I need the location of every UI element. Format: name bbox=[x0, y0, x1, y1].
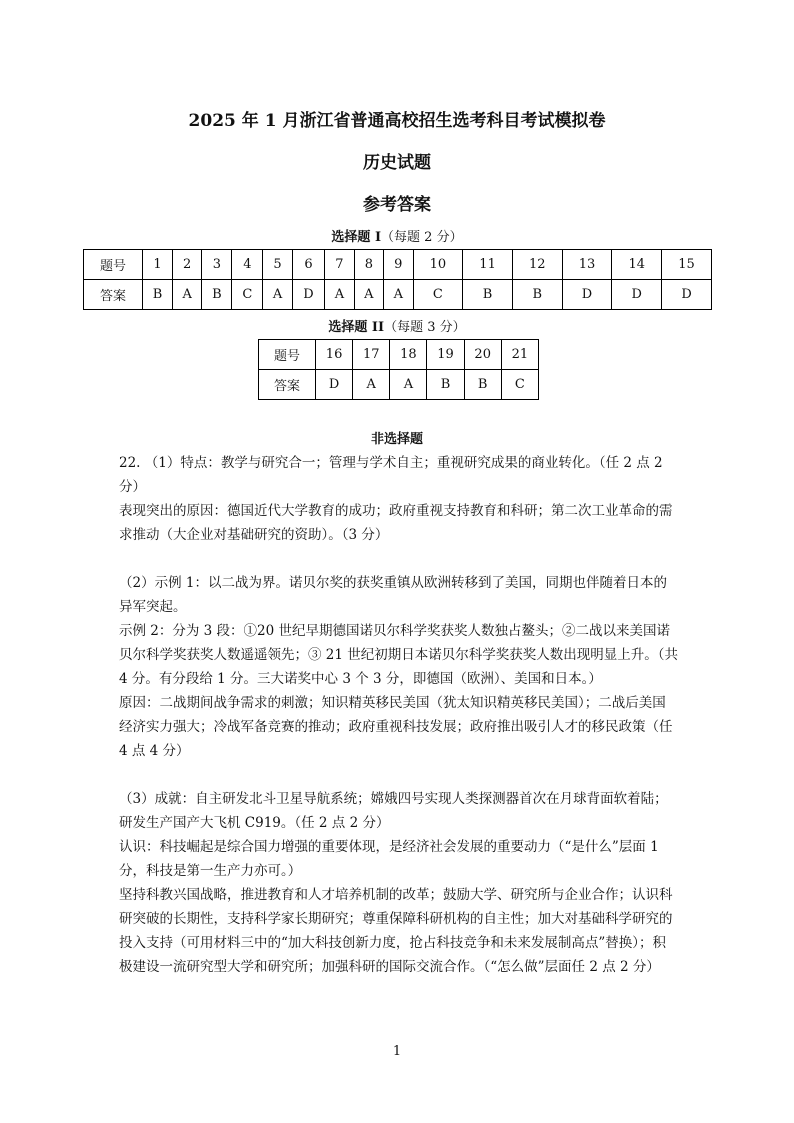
answer-cell: C bbox=[413, 280, 463, 310]
answer-cell: A bbox=[325, 280, 354, 310]
question-number: 4 bbox=[232, 250, 263, 280]
question-number: 3 bbox=[202, 250, 232, 280]
answer-cell: B bbox=[463, 280, 513, 310]
row-label-question: 题号 bbox=[84, 250, 143, 280]
answer-cell: C bbox=[501, 370, 538, 400]
section2-caption-points: （每题 3 分） bbox=[384, 320, 466, 335]
answer-row bbox=[259, 370, 539, 400]
question-number: 2 bbox=[172, 250, 201, 280]
question-number: 19 bbox=[427, 340, 464, 370]
answer-cell: D bbox=[612, 280, 662, 310]
question-number: 14 bbox=[612, 250, 662, 280]
answer-cell: B bbox=[427, 370, 464, 400]
question-number: 20 bbox=[464, 340, 501, 370]
question-number: 1 bbox=[143, 250, 173, 280]
answer-row bbox=[84, 280, 712, 310]
answer-cell: A bbox=[354, 280, 383, 310]
row-label-answer: 答案 bbox=[84, 280, 143, 310]
question-number: 13 bbox=[562, 250, 612, 280]
answer-cell: A bbox=[384, 280, 413, 310]
question-number: 12 bbox=[512, 250, 562, 280]
q22-part2-example2: 示例 2：分为 3 段：①20 世纪早期德国诺贝尔科学奖获奖人数独占鳌头；②二战以来美国诺贝尔科学奖获奖人数遥遥领先；③ 21 世纪初期日本诺贝尔科学奖获奖人数出现明显上升。（共 4 分。有分段给 1 分。三大诺奖中心 3 个 3 分，即德国（欧洲）、美国和日本。） bbox=[119, 623, 679, 687]
q22-part3-understanding: 认识：科技崛起是综合国力增强的重要体现，是经济社会发展的重要动力（“是什么”层面 1 分，科技是第一生产力亦可。） bbox=[119, 839, 659, 879]
page-number: 1 bbox=[392, 1044, 402, 1059]
answer-cell: A bbox=[172, 280, 201, 310]
nonchoice-section-title: 非选择题 bbox=[370, 432, 423, 447]
row-label-question: 题号 bbox=[259, 340, 316, 370]
question-number: 6 bbox=[292, 250, 324, 280]
answer-cell: A bbox=[390, 370, 427, 400]
q22-part1-features: 22. （1）特点：教学与研究合一；管理与学术自主；重视研究成果的商业转化。（任 2 点 2 分） bbox=[119, 455, 663, 495]
question-number-row bbox=[259, 340, 539, 370]
answer-cell: D bbox=[292, 280, 324, 310]
answer-cell: B bbox=[512, 280, 562, 310]
answer-table-1 bbox=[83, 249, 712, 310]
question-number: 7 bbox=[325, 250, 354, 280]
answer-cell: C bbox=[232, 280, 263, 310]
q22-part1-reasons: 表现突出的原因：德国近代大学教育的成功；政府重视支持教育和科研；第二次工业革命的需求推动（大企业对基础研究的资助）。（3 分） bbox=[119, 503, 673, 543]
question-number: 8 bbox=[354, 250, 383, 280]
q22-part2-example1: （2）示例 1：以二战为界。诺贝尔奖的获奖重镇从欧洲转移到了美国，同期也伴随着日本的异军突起。 bbox=[119, 575, 667, 615]
section2-caption-bold: 选择题 II bbox=[328, 320, 385, 335]
q22-part3-measures: 坚持科教兴国战略，推进教育和人才培养机制的改革；鼓励大学、研究所与企业合作；认识科研突破的长期性，支持科学家长期研究；尊重保障科研机构的自主性；加大对基础科学研究的投入支持（可用材料三中的“加大科技创新力度，抢占科技竞争和未来发展制高点”替换）；积极建设一流研究型大学和研究所；加强科研的国际交流合作。（“怎么做”层面任 2 点 2 分） bbox=[119, 887, 673, 975]
answer-cell: B bbox=[202, 280, 232, 310]
question-number: 16 bbox=[316, 340, 353, 370]
question-number: 15 bbox=[662, 250, 712, 280]
question-number: 5 bbox=[263, 250, 292, 280]
q22-part3-achievements: （3）成就：自主研发北斗卫星导航系统；嫦娥四号实现人类探测器首次在月球背面软着陆；研发生产国产大飞机 C919。（任 2 点 2 分） bbox=[119, 791, 668, 831]
question-number: 18 bbox=[390, 340, 427, 370]
q22-part2-reasons: 原因：二战期间战争需求的刺激；知识精英移民美国（犹太知识精英移民美国）；二战后美国经济实力强大；冷战军备竞赛的推动；政府重视科技发展；政府推出吸引人才的移民政策（任 4 点 4 分） bbox=[119, 695, 673, 759]
section1-caption bbox=[0, 226, 794, 245]
section1-caption-bold: 选择题 I bbox=[331, 230, 382, 245]
question-number: 9 bbox=[384, 250, 413, 280]
answer-table-2 bbox=[258, 339, 539, 400]
exam-title: 2025 年 1 月浙江省普通高校招生选考科目考试模拟卷 bbox=[188, 111, 606, 131]
answer-cell: A bbox=[353, 370, 390, 400]
answer-cell: D bbox=[316, 370, 353, 400]
question-number: 17 bbox=[353, 340, 390, 370]
question-number-row bbox=[84, 250, 712, 280]
row-label-answer: 答案 bbox=[259, 370, 316, 400]
subject-title: 历史试题 bbox=[363, 153, 431, 173]
question-number: 11 bbox=[463, 250, 513, 280]
answer-cell: A bbox=[263, 280, 292, 310]
section2-caption bbox=[0, 316, 794, 335]
answer-cell: D bbox=[662, 280, 712, 310]
answer-cell: D bbox=[562, 280, 612, 310]
answer-key-title: 参考答案 bbox=[363, 195, 431, 215]
question-number: 21 bbox=[501, 340, 538, 370]
question-number: 10 bbox=[413, 250, 463, 280]
answer-cell: B bbox=[464, 370, 501, 400]
section1-caption-points: （每题 2 分） bbox=[381, 230, 463, 245]
answer-cell: B bbox=[143, 280, 173, 310]
